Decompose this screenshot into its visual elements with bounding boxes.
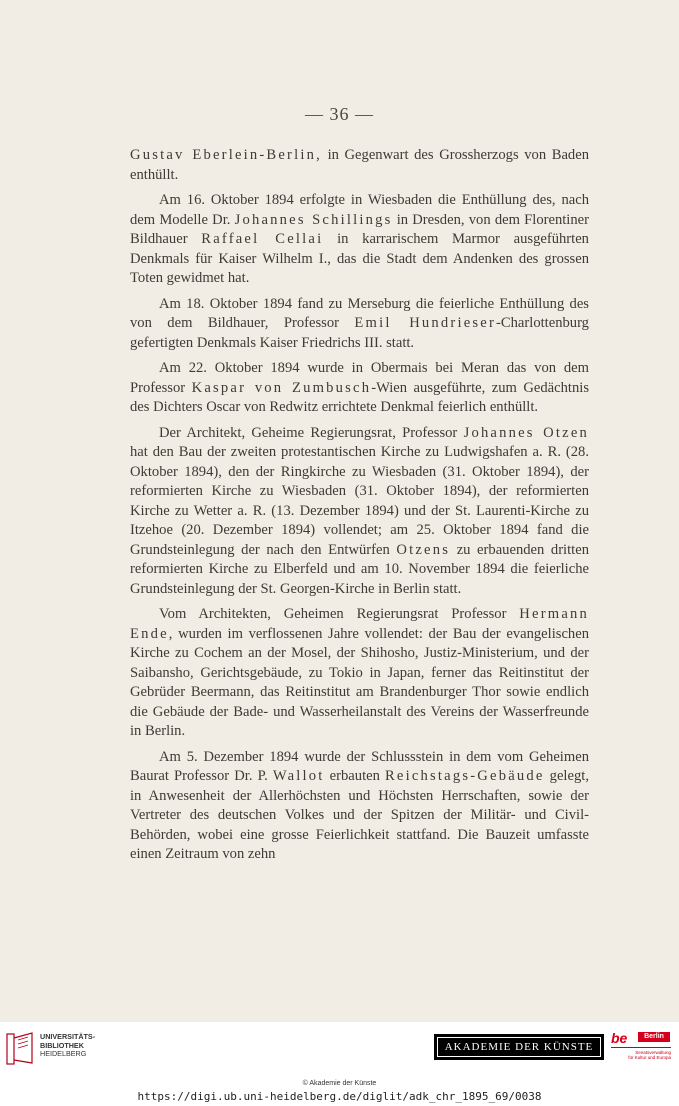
- be-logo-text: be: [611, 1030, 628, 1046]
- senate-label: [611, 1050, 671, 1060]
- paragraph: [130, 424, 589, 600]
- body-text: [130, 146, 589, 871]
- text-run: Am 16. Oktober 1894 erfolgte in Wiesbaden die Enthüllung des, nach dem Modelle Dr.: [130, 192, 589, 228]
- text-run: -Charlottenburg gefertigten Denkmals Kaiser Friedrichs III. statt.: [130, 315, 589, 351]
- text-run: gelegt, in Anwesenheit der Allerhöchsten und Höchsten Herrschaften, sowie der Vertreter des deutschen Volkes und der Spitzen der Militär- und Civil-Behörden, wobei eine grosse Feierlichkeit stattfand. Die Bauzeit umfasste einen Zeitraum von zehn: [130, 768, 589, 862]
- spaced-name: Hermann Ende: [130, 606, 589, 642]
- spaced-name: Kaspar von Zumbusch: [191, 379, 372, 396]
- spaced-name: Gustav Eberlein-Berlin,: [130, 147, 322, 163]
- paragraph: [130, 359, 589, 418]
- spaced-name: Otzens: [396, 541, 451, 558]
- copyright-notice: © Akademie der Künste: [302, 1080, 377, 1087]
- ub-line: BIBLIOTHEK: [40, 1040, 84, 1050]
- text-run: Am 18. Oktober 1894 fand zu Merseburg die feierliche Enthüllung des von dem Bildhauer, Professor: [130, 295, 589, 331]
- text-run: , wurden im verflossenen Jahre vollendet: der Bau der evangelischen Kirche zu Cochem an der Mosel, der Shihosho, Justiz-Ministerium, und der Saibansho, Gerichtsgebäude, zu Tokio in Japan, ferner das Reitinstitut der Gebrüder Beermann, das Reitinstitut am Brandenburger Thor sowie endlich die Gebäude der Bade- und Wasserheilanstalt des Vereins der Wasserfreunde in Berlin.: [130, 625, 589, 739]
- be-divider: [611, 1047, 671, 1048]
- paragraph: [130, 748, 589, 865]
- text-run: in Dresden, von dem Florentiner Bildhauer: [130, 211, 589, 247]
- spaced-name: Reichstags-Gebäude: [385, 768, 545, 784]
- text-run: Der Architekt, Geheime Regierungsrat, Professor: [159, 424, 464, 441]
- senate-line: für Kultur und Europa: [628, 1055, 671, 1060]
- be-berlin-logo[interactable]: [611, 1030, 671, 1066]
- paragraph: [130, 295, 589, 354]
- paragraph: [130, 146, 589, 185]
- text-run: -Wien ausgeführte, zum Gedächtnis des Dichters Oscar von Redwitz errichtete Denkmal feierlich enthüllt.: [130, 379, 590, 415]
- university-library-logo-icon[interactable]: [6, 1030, 36, 1066]
- text-run: in Gegenwart des Grossherzogs von Baden enthüllt.: [130, 147, 590, 183]
- spaced-name: Emil Hundrieser: [354, 315, 497, 331]
- text-run: erbauten: [324, 768, 385, 784]
- adk-label: AKADEMIE DER KÜNSTE: [437, 1037, 601, 1057]
- ub-line: HEIDELBERG: [40, 1049, 87, 1058]
- university-library-label: [40, 1033, 95, 1059]
- text-run: Am 5. Dezember 1894 wurde der Schlussstein in dem vom Geheimen Baurat Professor Dr. P.: [130, 748, 589, 784]
- text-run: zu erbauenden dritten reformierten Kirche zu Elberfeld und am 10. November 1894 die feierliche Grundsteinlegung der St. Georgen-Kirche in Berlin statt.: [130, 541, 589, 597]
- text-run: hat den Bau der zweiten protestantischen Kirche zu Ludwigshafen a. R. (28. Oktober 1894), den der Ringkirche zu Wiesbaden (31. Oktober 1894), der reformierten Kirche zu Wiesbaden (31. Oktober 1894), der reformierten Kirche zu Wetter a. R. (13. Dezember 1894) und der St. Laurenti-Kirche zu Itzehoe (20. Dezember 1894) vollendet; am 25. Oktober 1894 fand die Grundsteinlegung der nach den Entwürfen: [130, 444, 589, 558]
- permalink-url[interactable]: https://digi.ub.uni-heidelberg.de/diglit/adk_chr_1895_69/0038: [137, 1090, 542, 1103]
- senate-line: Senatsverwaltung: [635, 1050, 671, 1055]
- spaced-name: Raffael Cellai: [201, 231, 324, 247]
- text-run: Vom Architekten, Geheimen Regierungsrat Professor: [159, 606, 520, 622]
- spaced-name: Johannes Schillings: [234, 211, 393, 228]
- berlin-badge: Berlin: [638, 1032, 670, 1042]
- paragraph: [130, 605, 589, 742]
- spaced-name: Wallot: [272, 768, 325, 784]
- spaced-name: Johannes Otzen: [463, 424, 589, 441]
- text-run: Am 22. Oktober 1894 wurde in Obermais bei Meran das von dem Professor: [130, 360, 589, 396]
- akademie-der-kuenste-logo[interactable]: [434, 1034, 604, 1060]
- paragraph: [130, 191, 589, 289]
- page-number: — 36 —: [305, 104, 374, 124]
- ub-line: UNIVERSITÄTS-: [40, 1032, 96, 1041]
- text-run: in karrarischem Marmor ausgeführten Denkmals für Kaiser Wilhelm I., das die Stadt dem Andenken des grossen Toten gewidmet hat.: [130, 231, 589, 286]
